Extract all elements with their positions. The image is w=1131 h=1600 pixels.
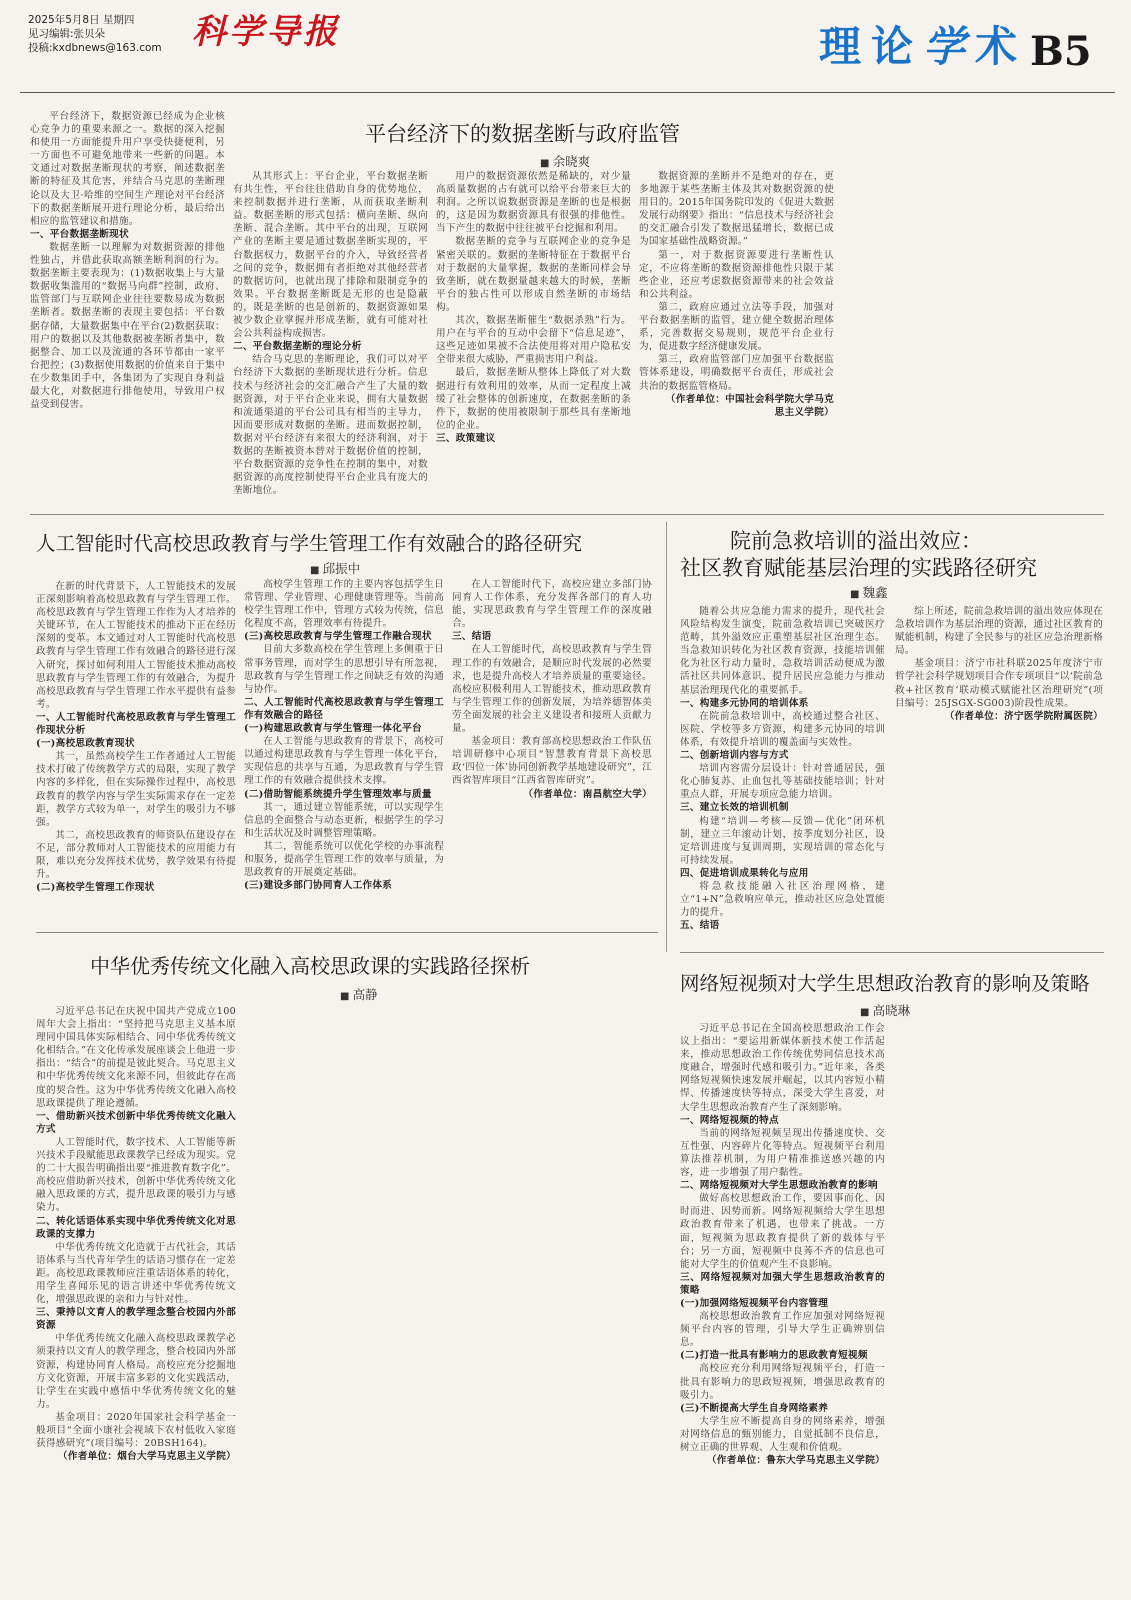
paragraph: 将急救技能融入社区治理网格，建立“1+N”急救响应单元，推动社区应急处置能力的提升。: [680, 880, 885, 919]
section-heading: (二)借助智能系统提升学生管理效率与质量: [244, 788, 432, 800]
paragraph: 从其形式上：平台企业，平台数据垄断有共生性，平台往往借助自身的优势地位，来控制数据并进行垄断，从而获取垄断利益。数据垄断的形式包括：横向垄断、纵向垄断、混合垄断。其中平台的出现，互联网产业的垄断主要是通过数据垄断实现的，平台数据权力，数据平台的介入，导致经营者之间的竞争，数据拥有者拒绝对其他经营者的数据访问，也就出现了排除和限制竞争的效果。平台数据垄断既是无形的也是隐蔽的，既是垄断的也是创新的，数据资源如果被少数企业掌握并形成垄断，就有可能对社会公共利益构成损害。: [233, 171, 428, 340]
article-5-title: 网络短视频对大学生思想政治教育的影响及策略: [680, 972, 1090, 995]
article-1-body-col5: [842, 110, 1104, 510]
paragraph: 其二，高校思政教育的师资队伍建设存在不足，部分教师对人工智能技术的应用能力有限，难以充分发挥技术优势，教学效果有待提升。: [36, 829, 236, 881]
section-heading: 五、结语: [680, 920, 720, 932]
article-2-body-col1: [36, 580, 236, 920]
article-5-body-col1: [680, 1022, 885, 1590]
paragraph: 第二，政府应通过立法等手段，加强对平台数据垄断的监管，建立健全数据治理体系，完善数据交易规则，规范平台企业行为，促进数字经济健康发展。: [639, 301, 834, 353]
newspaper-logo: 科学导报: [192, 12, 340, 52]
article-3-body-col2: [895, 605, 1103, 950]
divider-3: [680, 952, 1104, 953]
paragraph: 在新的时代背景下，人工智能技术的发展正深刻影响着高校思政教育与学生管理工作。高校思政教育与学生管理工作作为人才培养的关键环节，在人工智能技术的推动下正在经历深刻的变革。本文通过对人工智能时代高校思政教育与学生管理工作有效融合的路径进行深入研究，探讨如何利用人工智能技术推动高校思政教育与学生管理工作的有效融合，为提升高校思政教育与学生管理工作水平提供有益参考。: [36, 581, 236, 710]
column-char-4: 术: [974, 22, 1017, 71]
author-affiliation: （作者单位：烟台大学马克思主义学院）: [57, 1451, 236, 1463]
section-heading: 三、政策建议: [436, 432, 496, 444]
article-1-author: ■ 余晓爽: [540, 152, 590, 170]
paragraph: 习近平总书记在庆祝中国共产党成立100周年大会上指出：“坚持把马克思主义基本原理同中国具体实际相结合、同中华优秀传统文化相结合。”在文化传承发展座谈会上他进一步指出：“结合”的前提是彼此契合。马克思主义和中华优秀传统文化来源不同，但彼此存在高度的契合性。这为中华优秀传统文化融入高校思政课提供了理论遵循。: [36, 1006, 236, 1109]
section-heading: 一、构建多元协同的培训体系: [680, 697, 809, 709]
section-heading: (三)不断提高大学生自身网络素养: [680, 1402, 829, 1414]
paragraph: 习近平总书记在全国高校思想政治工作会议上指出：“要运用新媒体新技术使工作活起来，推动思想政治工作传统优势同信息技术高度融合，增强时代感和吸引力。”近年来，各类网络短视频快速发展并崛起，以其内容短小精悍、传播速度快等特点，深受大学生喜爱，对大学生思想政治教育产生了深刻影响。: [680, 1023, 885, 1113]
section-heading: 二、人工智能时代高校思政教育与学生管理工作有效融合的路径: [244, 696, 444, 721]
paragraph: 最后，数据垄断从整体上降低了对大数据进行有效利用的效率，从而一定程度上减缓了社会整体的创新速度，在数据垄断的条件下，数据的使用被限制于那些具有垄断地位的企业。: [436, 367, 631, 431]
section-heading: 二、创新培训内容与方式: [680, 750, 789, 762]
column-char-1: 理: [818, 22, 861, 71]
article-2-author: ■ 邱振中: [310, 559, 360, 577]
paragraph: 用户的数据资源依然是稀缺的，对少量高质量数据的占有就可以给平台带来巨大的利润。之所以说数据资源是垄断的也是根据的，这是因为数据资源具有很强的排他性。当下产生的数据中往往被平台挖掘和利用。: [436, 171, 631, 235]
article-3-title-line2: 社区教育赋能基层治理的实践路径研究: [680, 556, 1037, 580]
divider-1: [30, 514, 1104, 515]
header-rule: [20, 92, 1115, 93]
article-1-body-col3: [436, 170, 631, 510]
section-heading: 一、平台数据垄断现状: [30, 228, 129, 240]
article-1-body-col4: [639, 170, 834, 510]
section-heading: 三、结语: [452, 631, 492, 643]
paragraph: 其一，虽然高校学生工作者通过人工智能技术打破了传统教学方式的局限，实现了教学内容的多样化，但在实际操作过程中，高校思政教育的教学内容与学生实际需求存在一定差距，教学方式较为单一，对学生的吸引力不够强。: [36, 751, 236, 828]
vertical-divider-1: [666, 522, 667, 952]
paragraph: 在人工智能与思政教育的背景下，高校可以通过构建思政教育与学生管理一体化平台，实现信息的共享与互通，为思政教育与学生管理工作的有效融合提供技术支撑。: [244, 736, 444, 787]
article-2-body-col3: [452, 578, 652, 920]
paragraph: 培训内容需分层设计：针对普通居民，强化心肺复苏、止血包扎等基础技能培训；针对重点人群，开展专项应急能力培训。: [680, 763, 885, 801]
section-heading: 四、促进培训成果转化与应用: [680, 867, 809, 879]
article-3-title-line1: 院前急救培训的溢出效应：: [730, 529, 982, 553]
article-4-title: 中华优秀传统文化融入高校思政课的实践路径探析: [90, 954, 530, 978]
article-2-title: 人工智能时代高校思政教育与学生管理工作有效融合的路径研究: [36, 532, 583, 555]
paragraph: 随着公共应急能力需求的提升，现代社会风险结构发生演变，院前急救培训已突破医疗范畴，其外溢效应正重塑基层社区治理生态。当急救知识转化为社区教育资源，技能培训催化为社区行动力量时，急救培训活动便成为激活社区共同体意识、提升居民应急能力与推动基层治理现代化的重要抓手。: [680, 606, 885, 696]
column-char-2: 论: [870, 22, 913, 71]
paragraph: 综上所述，院前急救培训的溢出效应体现在急救培训作为基层治理的资源，通过社区教育的赋能机制，构建了全民参与的社区应急治理新格局。: [895, 606, 1103, 657]
section-heading: 三、建立长效的培训机制: [680, 802, 789, 814]
article-1-title: 平台经济下的数据垄断与政府监管: [365, 122, 680, 146]
paragraph: 数据资源的垄断并不是绝对的存在，更多地源于某些垄断主体及其对数据资源的使用目的。2015年国务院印发的《促进大数据发展行动纲要》指出：“信息技术与经济社会的交汇融合引发了数据迅猛增长，数据已成为国家基础性战略资源。”: [639, 171, 834, 248]
section-heading: (一)构建思政教育与学生管理一体化平台: [244, 723, 422, 735]
paragraph: 数据垄断的竞争与互联网企业的竞争是紧密关联的。数据的垄断特征在于数据平台对于数据的大量掌握，数据的垄断同样会导致垄断，就在数据量越来越大的时候，垄断平台的独占性可以形成自然垄断的市场结构。: [436, 236, 631, 313]
article-3-author: ■ 魏鑫: [850, 583, 888, 601]
column-banner: [814, 18, 1054, 84]
section-heading: 三、网络短视频对加强大学生思想政治教育的策略: [680, 1271, 885, 1296]
section-heading: (一)加强网络短视频平台内容管理: [680, 1297, 829, 1309]
paragraph: 第三，政府监管部门应加强平台数据监管体系建设，明确数据平台责任，形成社会共治的数据监管格局。: [639, 354, 834, 392]
paragraph: 其二，智能系统可以优化学校的办事流程和服务，提高学生管理工作的效率与质量，为思政教育的开展奠定基础。: [244, 840, 444, 879]
paragraph: 基金项目：教育部高校思想政治工作队伍培训研修中心项目“智慧教育背景下高校思政‘四位一体’协同创新教学基地建设研究”，江西省智库项目“江西省智库研究”。: [452, 736, 652, 787]
paragraph: 其一，通过建立智能系统，可以实现学生信息的全面整合与动态更新，根据学生的学习和生活状况及时调整管理策略。: [244, 801, 444, 839]
article-1-body-col1: [30, 110, 225, 510]
paragraph: 基金项目：济宁市社科联2025年度济宁市哲学社会科学规划项目合作专项项目“以‘院前急救+社区教育’联动模式赋能社区治理研究”(项目编号：25JSGX-SG003)阶段性成果。: [895, 658, 1103, 709]
issue-date: 2025年5月8日 星期四: [28, 14, 135, 26]
section-heading: 一、人工智能时代高校思政教育与学生管理工作现状分析: [36, 711, 236, 737]
paragraph: 第一，对于数据资源要进行垄断性认定，不应将垄断的数据资源排他性只限于某些企业，还应考虑数据资源带来的社会效益和公共利益。: [639, 249, 834, 300]
paragraph: 当前的网络短视频呈现出传播速度快、交互性强、内容碎片化等特点。短视频平台利用算法推荐机制，为用户精准推送感兴趣的内容，进一步增强了用户黏性。: [680, 1127, 885, 1179]
author-affiliation: （作者单位：济宁医学院附属医院）: [944, 710, 1103, 722]
paragraph: 高校学生管理工作的主要内容包括学生日常管理、学业管理、心理健康管理等。当前高校学生管理工作中，管理方式较为传统，信息化程度不高，管理效率有待提升。: [244, 579, 444, 630]
section-heading: (二)高校学生管理工作现状: [36, 882, 155, 894]
paragraph: 基金项目：2020年国家社会科学基金一般项目“全面小康社会视域下农村低收入家庭获得感研究”(项目编号：20BSH164)。: [36, 1411, 236, 1450]
section-heading: 一、网络短视频的特点: [680, 1114, 779, 1126]
section-heading: (二)打造一批具有影响力的思政教育短视频: [680, 1350, 868, 1362]
paragraph: 人工智能时代，数字技术、人工智能等新兴技术手段赋能思政课教学已经成为现实。党的二十大报告明确指出要“推进教育数字化”。高校应借助新兴技术，创新中华优秀传统文化融入思政课的方式，提升思政课的吸引力与感染力。: [36, 1136, 236, 1214]
section-heading: 二、转化话语体系实现中华优秀传统文化对思政课的支撑力: [36, 1215, 236, 1240]
divider-2: [36, 932, 658, 933]
page-number: B5: [1030, 28, 1092, 75]
column-char-3: 学: [922, 22, 965, 71]
paragraph: 结合马克思的垄断理论，我们可以对平台经济下大数据的垄断现状进行分析。信息技术与经济社会的交汇融合产生了大量的数据资源，对于平台企业来说，拥有大量数据和流通渠道的平台公司具有相当的主导力，因而要形成对数据的垄断。进而数据控制，数据对平台经济有来很大的经济利润，对于数据的垄断被资本替对于数据价值的控制，平台数据资源的竞争性在控制的集中，对数据资源的高度控制使得平台企业具有庞大的垄断地位。: [233, 354, 428, 497]
article-4-body-col2: [244, 1005, 444, 1590]
author-affiliation: （作者单位：中国社会科学院大学马克思主义学院）: [665, 393, 834, 418]
article-1-body-col2: [233, 170, 428, 510]
article-4-author: ■ 高静: [340, 985, 378, 1003]
author-affiliation: （作者单位：鲁东大学马克思主义学院）: [706, 1455, 885, 1467]
section-heading: (三)建设多部门协同育人工作体系: [244, 880, 393, 892]
paragraph: 中华优秀传统文化造就于古代社会，其话语体系与当代青年学生的话语习惯存在一定差距。高校思政课教师应注重话语体系的转化，用学生喜闻乐见的语言讲述中华优秀传统文化，增强思政课的亲和力与针对性。: [36, 1241, 236, 1306]
paragraph: 数据垄断一以理解为对数据资源的排他性独占，并借此获取高额垄断利润的行为。数据垄断主要表现为：(1)数据收集上与大量数据收集滥用的“数据马向群”控制，政府、监管部门与互联网企业往往要数易成为数据垄断者。数据垄断的表现主要包括：平台数据存储，大量数据集中在平台(2)数据获取：用户的数据以及其他数据被垄断者集中，数据整合、加工以及流通的各环节都由一家平台把控；(3)数据使用数据的价值来自于集中在少数集团手中，各集团为了实现自身利益最大化，对数据进行排他使用，导致用户权益受到侵害。: [30, 241, 225, 411]
paragraph: 做好高校思想政治工作，要因事而化、因时而进、因势而新。网络短视频给大学生思想政治教育带来了机遇，也带来了挑战。一方面，短视频为思政教育提供了新的载体与平台；另一方面，短视频中良莠不齐的信息也可能对大学生的价值观产生不良影响。: [680, 1193, 885, 1270]
article-3-body-col1: [680, 605, 885, 950]
section-heading: 二、网络短视频对大学生思想政治教育的影响: [680, 1180, 878, 1192]
editor-credit: 见习编辑:张贝朵: [28, 28, 106, 40]
paragraph: 大学生应不断提高自身的网络素养，增强对网络信息的甄别能力，自觉抵制不良信息，树立正确的世界观、人生观和价值观。: [680, 1415, 885, 1453]
section-heading: (一)高校思政教育现状: [36, 738, 135, 750]
paragraph: 在人工智能时代下，高校应建立多部门协同育人工作体系，充分发挥各部门的育人功能，实现思政教育与学生管理工作的深度融合。: [452, 579, 652, 630]
author-affiliation: （作者单位：南昌航空大学）: [523, 788, 652, 800]
section-heading: (三)高校思政教育与学生管理工作融合现状: [244, 631, 432, 643]
article-4-body-col3: [452, 1005, 652, 1590]
paragraph: 在人工智能时代，高校思政教育与学生管理工作的有效融合，是顺应时代发展的必然要求，也是提升高校人才培养质量的重要途径。高校应积极利用人工智能技术，推动思政教育与学生管理工作的创新发展，为培养德智体美劳全面发展的社会主义建设者和接班人贡献力量。: [452, 644, 652, 735]
article-5-body-col2: [895, 1022, 1103, 1590]
paragraph: 在院前急救培训中，高校通过整合社区、医院、学校等多方资源，构建多元协同的培训体系，有效提升培训的覆盖面与实效性。: [680, 710, 885, 748]
section-heading: 三、秉持以文育人的教学理念整合校园内外部资源: [36, 1307, 236, 1332]
header-meta: [28, 13, 162, 55]
paragraph: 高校应充分利用网络短视频平台，打造一批具有影响力的思政短视频，增强思政教育的吸引力。: [680, 1363, 885, 1401]
paragraph: 高校思想政治教育工作应加强对网络短视频平台内容的管理，引导大学生正确辨别信息。: [680, 1311, 885, 1349]
paragraph: 平台经济下，数据资源已经成为企业核心竞争力的重要来源之一。数据的深入挖掘和使用一方面能提升用户享受快捷便利，另一方面也不可避免地带来一些新的问题。本文通过对数据垄断现状的考察，阐述数据垄断的特征及其危害，并结合马克思的垄断理论以及大卫·哈维的空间生产理论对平台经济下的数据垄断展开进行理论分析，最后给出相应的监管建议和措施。: [30, 111, 225, 227]
article-4-body-col1: [36, 1005, 236, 1590]
submission-email: 投稿:kxdbnews@163.com: [28, 42, 162, 54]
article-5-author: ■ 高晓琳: [860, 1001, 910, 1019]
paragraph: 中华优秀传统文化融入高校思政课教学必须秉持以文育人的教学理念，整合校园内外部资源，构建协同育人格局。高校应充分挖掘地方文化资源，开展丰富多彩的文化实践活动，让学生在实践中感悟中华优秀传统文化的魅力。: [36, 1333, 236, 1410]
article-2-body-col2: [244, 578, 444, 920]
paragraph: 构建“培训—考核—反馈—优化”闭环机制，建立三年滚动计划，按季度划分社区，设定培训进度与复训周期，实现培训的常态化与可持续发展。: [680, 815, 885, 866]
paragraph: 目前大多数高校在学生管理上多侧重于日常事务管理，而对学生的思想引导有所忽视，思政教育与学生管理工作之间缺乏有效的沟通与协作。: [244, 644, 444, 695]
section-heading: 一、借助新兴技术创新中华优秀传统文化融入方式: [36, 1110, 236, 1135]
section-heading: 二、平台数据垄断的理论分析: [233, 341, 362, 353]
paragraph: 其次，数据垄断催生“数据杀熟”行为。用户在与平台的互动中会留下“信息足迹”，这些足迹如果被不合法使用将对用户隐私安全带来很大威胁，严重损害用户利益。: [436, 315, 631, 366]
